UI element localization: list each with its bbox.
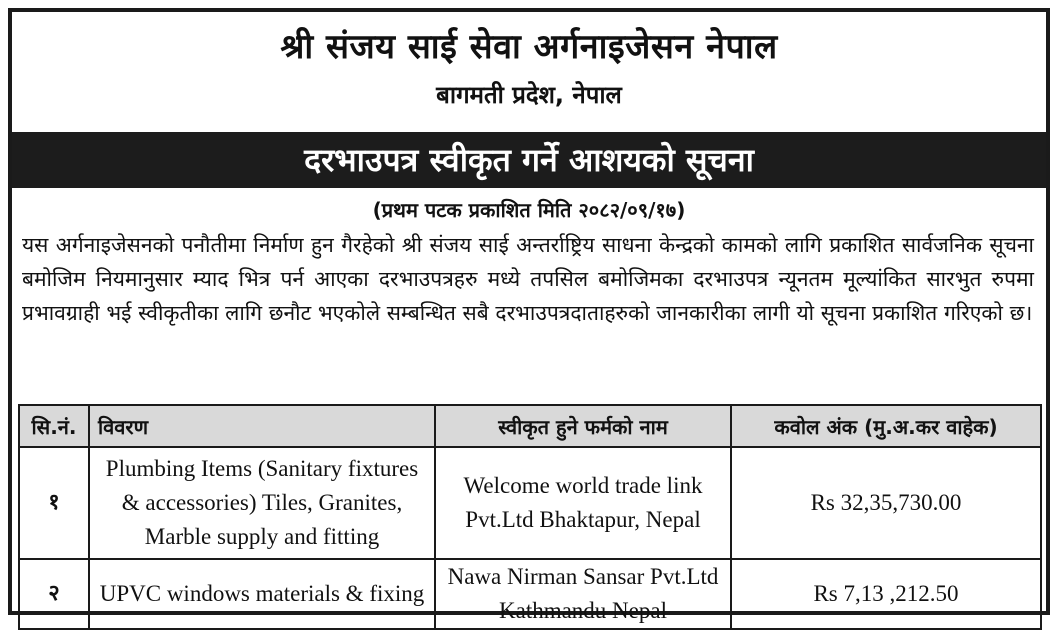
header-description: विवरण <box>89 405 435 447</box>
row-bid-amount: Rs 32,35,730.00 <box>731 447 1041 559</box>
row-firm-name: Nawa Nirman Sansar Pvt.Ltd Kathmandu Nepal <box>435 559 731 629</box>
table-header-row <box>19 405 1041 447</box>
header-bid-amount: कवोल अंक (मु.अ.कर वाहेक) <box>731 405 1041 447</box>
notice-title-banner: दरभाउपत्र स्वीकृत गर्ने आशयको सूचना <box>12 132 1046 188</box>
row-description: UPVC windows materials & fixing <box>89 559 435 629</box>
table-row <box>19 559 1041 629</box>
row-serial-number: २ <box>19 559 89 629</box>
publication-date-note: (प्रथम पटक प्रकाशित मिति २०८२/०९/१७) <box>372 198 686 222</box>
row-description: Plumbing Items (Sanitary fixtures & accessories) Tiles, Granites, Marble supply and fitting <box>89 447 435 559</box>
header-firm-name: स्वीकृत हुने फर्मको नाम <box>435 405 731 447</box>
organization-name: श्री संजय साई सेवा अर्गनाइजेसन नेपाल <box>280 27 778 67</box>
approved-bids-table <box>18 404 1042 630</box>
public-notice <box>8 8 1050 623</box>
row-bid-amount: Rs 7,13 ,212.50 <box>731 559 1041 629</box>
row-firm-name: Welcome world trade link Pvt.Ltd Bhaktapur, Nepal <box>435 447 731 559</box>
table-row <box>19 447 1041 559</box>
notice-paragraph: यस अर्गनाइजेसनको पनौतीमा निर्माण हुन गैरहेको श्री संजय साई अन्तर्राष्ट्रिय साधना केन्द्रको कामको लागि प्रकाशित सार्वजनिक सूचना बमोजिम नियमानुसार म्याद भित्र पर्न आएका दरभाउपत्रहरु मध्ये तपसिल बमोजिमका दरभाउपत्र न्यूनतम मूल्यांकित सारभुत रुपमा प्रभावग्राही भई स्वीकृतीका लागि छनौट भएकोले सम्बन्धित सबै दरभाउपत्रदाताहरुको जानकारीका लागी यो सूचना प्रकाशित गरिएको छ। <box>22 233 1034 325</box>
organization-location: बागमती प्रदेश, नेपाल <box>436 81 622 109</box>
header-serial-number: सि.नं. <box>19 405 89 447</box>
row-serial-number: १ <box>19 447 89 559</box>
